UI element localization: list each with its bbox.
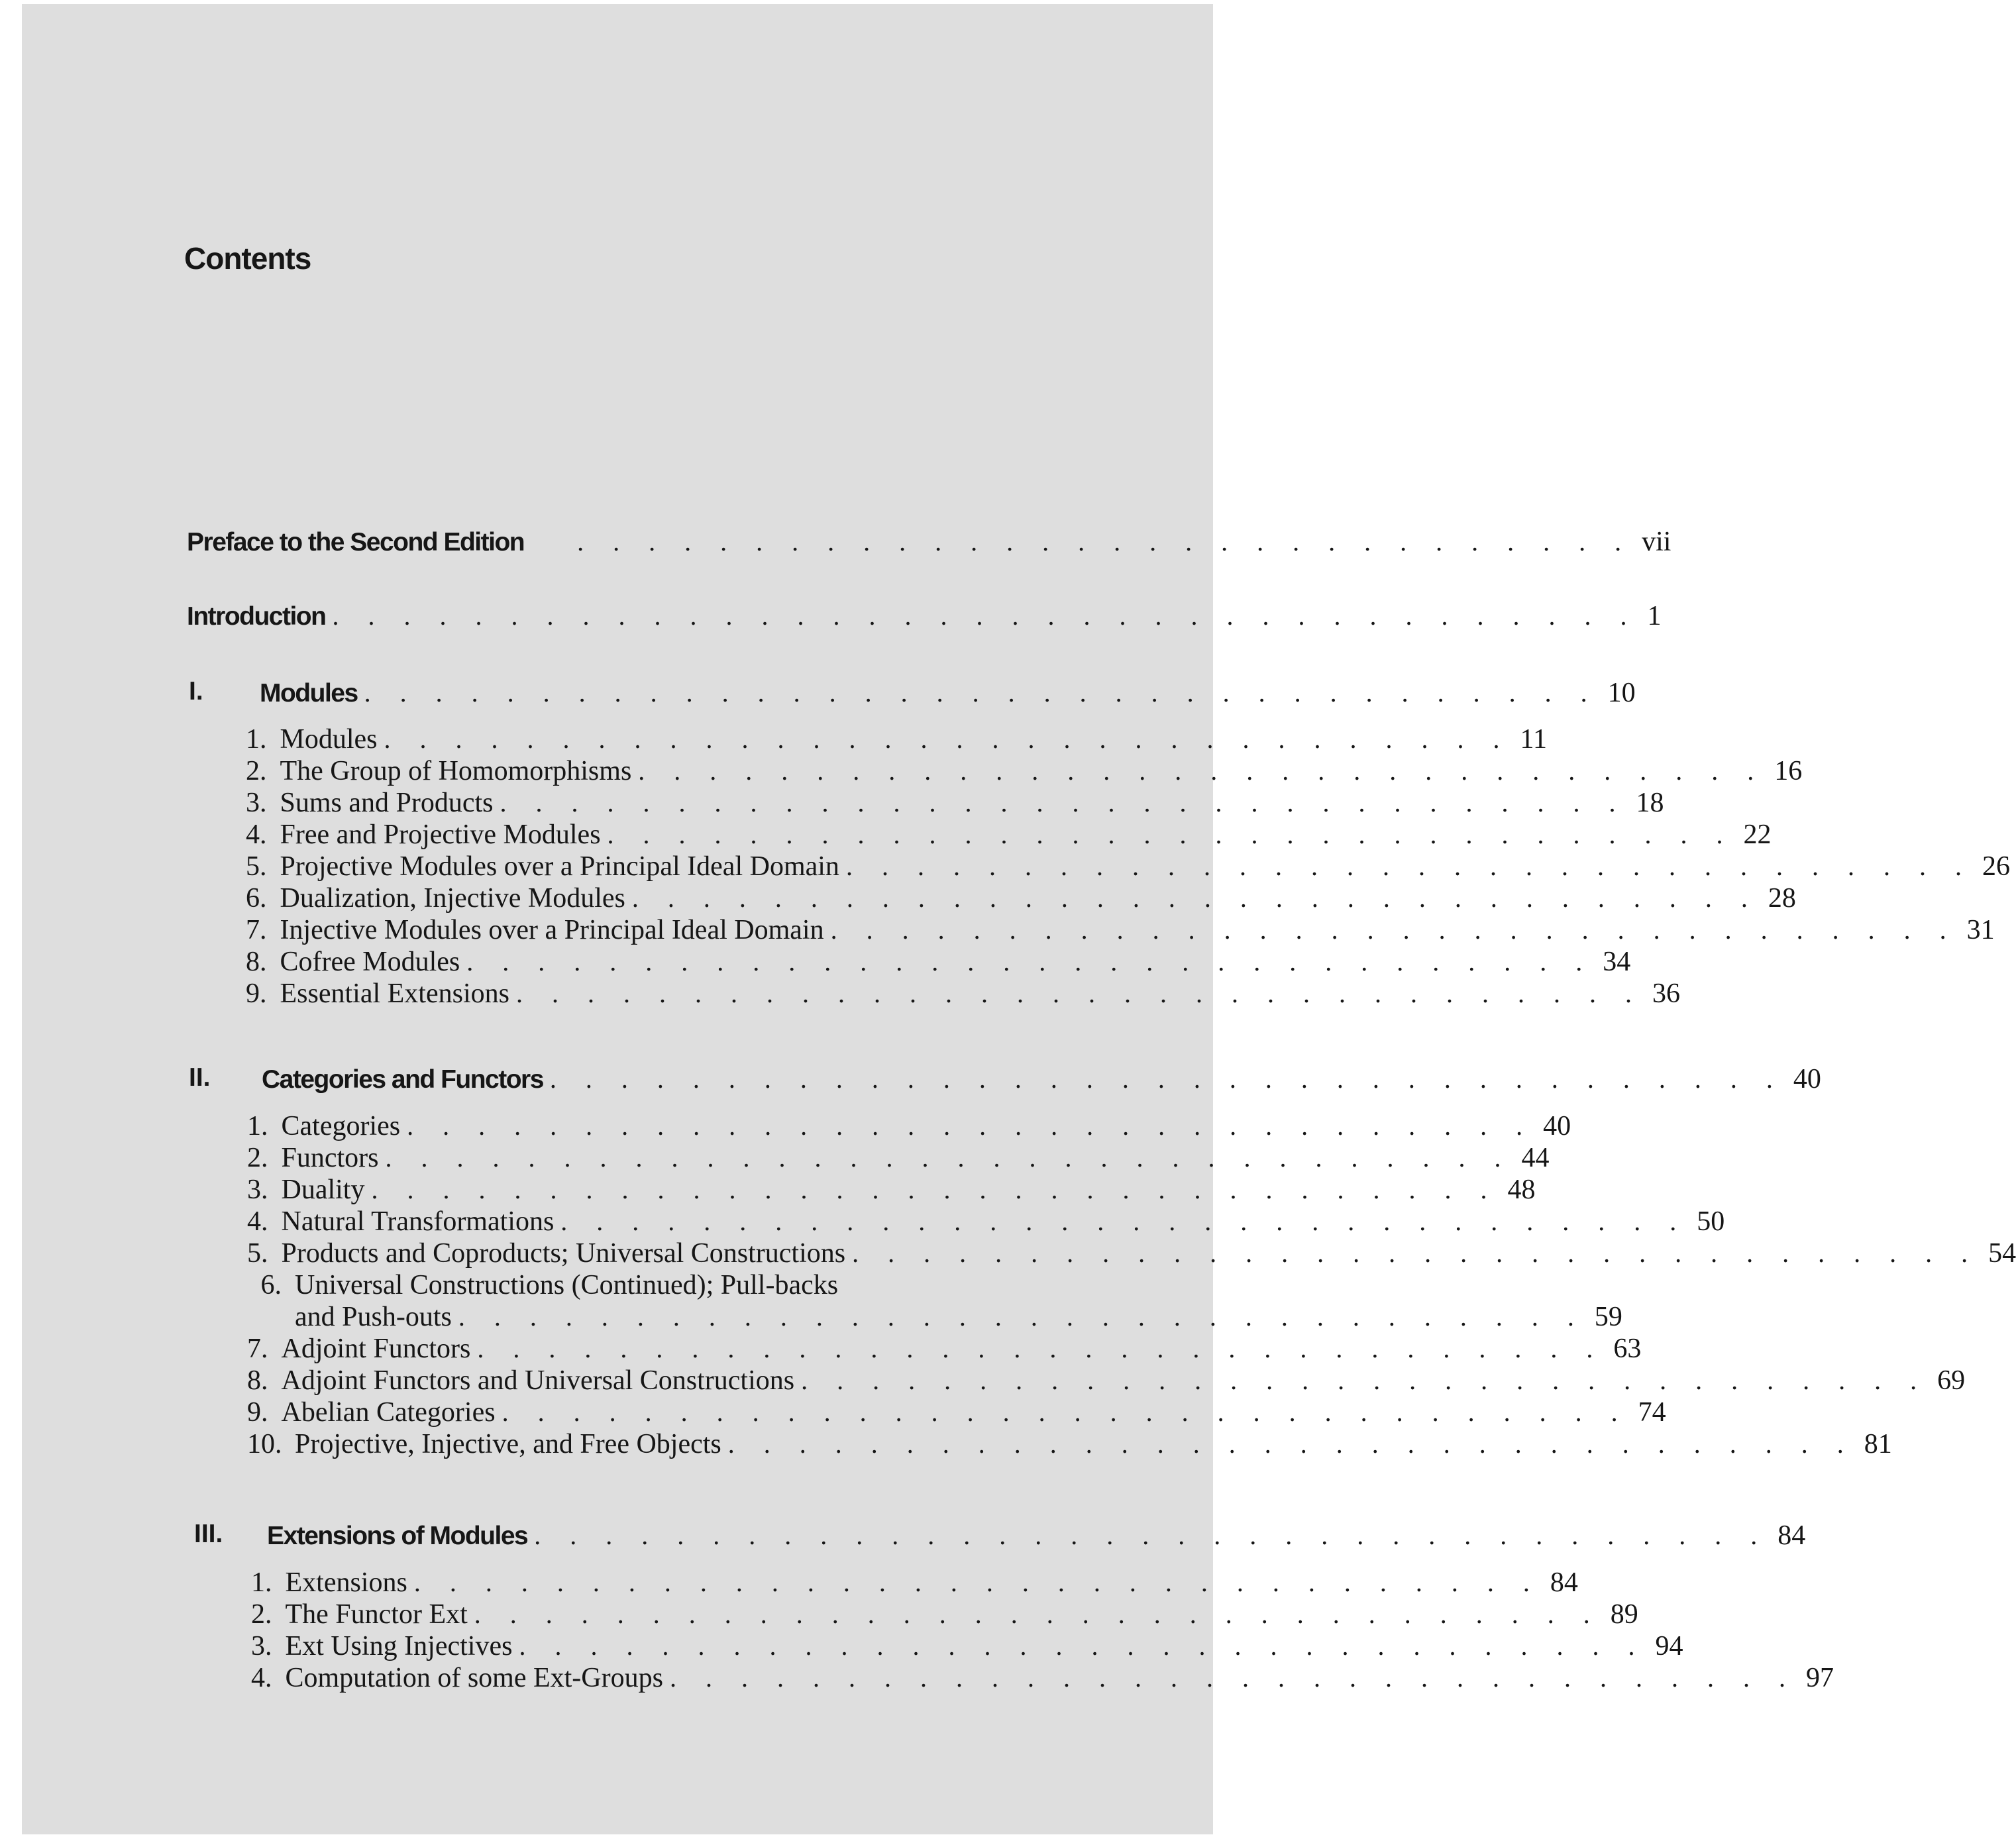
- dot-leader: . . . . . . . . . . . . . . . . . . . . . . . . . . . . . . . .: [560, 1206, 1688, 1236]
- toc-page-number: 50: [1697, 1206, 1725, 1237]
- toc-section: [246, 882, 1796, 914]
- section-label: Projective Modules over a Principal Ideal Domain: [280, 851, 839, 882]
- section-number: 6.: [260, 1270, 282, 1300]
- toc-page-number: 89: [1610, 1599, 1638, 1630]
- toc-section: [247, 1174, 1536, 1206]
- section-label: Essential Extensions: [280, 978, 509, 1009]
- section-label: Universal Constructions (Continued); Pull-backs: [295, 1270, 839, 1300]
- dot-leader: . . . . . . . . . . . . . . . . . . . . . . . . . . . . . . . .: [830, 915, 1958, 945]
- section-number: 9.: [247, 1397, 268, 1428]
- section-label: Ext Using Injectives: [285, 1631, 513, 1661]
- section-number: 4.: [251, 1663, 272, 1693]
- toc-page-number: 44: [1521, 1143, 1550, 1173]
- toc-chapter-modules: [260, 677, 1636, 709]
- toc-page-number: 1: [1647, 601, 1662, 631]
- dot-leader: . . . . . . . . . . . . . . . . . . . . . . . . . . . . . . . .: [477, 1334, 1605, 1363]
- toc-entry-label: Preface to the Second Edition: [187, 528, 525, 556]
- toc-section: [246, 755, 1803, 787]
- toc-page-number: 36: [1652, 978, 1680, 1009]
- chapter-numeral: II.: [189, 1063, 211, 1092]
- section-number: 1.: [247, 1111, 268, 1141]
- toc-section: [247, 1396, 1666, 1428]
- dot-leader: . . . . . . . . . . . . . . . . . . . . . . . . . . . . . . . .: [500, 788, 1627, 817]
- section-number: 3.: [247, 1175, 268, 1205]
- dot-leader: . . . . . . . . . . . . . . . . . . . . . . . . . . . . . . . .: [801, 1365, 1929, 1395]
- dot-leader: . . . . . . . . . . . . . . . . . . . . . . . . . . . . . . . .: [638, 756, 1766, 786]
- section-number: 7.: [246, 915, 267, 945]
- section-label: Duality: [281, 1175, 365, 1205]
- section-label: Injective Modules over a Principal Ideal Domain: [280, 915, 824, 945]
- section-number: 5.: [246, 851, 267, 882]
- section-label: The Group of Homomorphisms: [280, 756, 632, 786]
- dot-leader: . . . . . . . . . . . . . . . . . . . . . . . . . . . . . . . .: [458, 1302, 1585, 1332]
- toc-section: [247, 1269, 1057, 1301]
- toc-section: [247, 1142, 1550, 1174]
- toc-section: [246, 978, 1680, 1010]
- toc-page-number: 59: [1594, 1302, 1622, 1332]
- section-label: The Functor Ext: [285, 1599, 468, 1630]
- toc-chapter-title: Categories and Functors: [262, 1065, 543, 1094]
- dot-leader: . . . . . . . . . . . . . . . . . . . . . . . . . . . . . . . .: [515, 978, 1643, 1008]
- section-number: 3.: [251, 1631, 272, 1661]
- toc-page-number: vii: [1642, 527, 1671, 557]
- dot-leader: . . . . . . . . . . . . . . . . . . . . . . . . . . . . . . . .: [502, 1397, 1629, 1427]
- toc-entry-preface: [187, 526, 1671, 558]
- toc-section: [247, 1428, 1892, 1460]
- toc-page-number: 26: [1982, 851, 2010, 882]
- section-number: 10.: [247, 1429, 282, 1459]
- dot-leader: . . . . . . . . . . . . . . . . . . . . . . . . . . . . . .: [577, 527, 1633, 556]
- toc-entry-introduction: [187, 600, 1662, 632]
- toc-entry-label: Introduction: [187, 602, 326, 631]
- toc-page-number: 84: [1550, 1567, 1578, 1598]
- toc-section: [246, 946, 1631, 978]
- section-number: 1.: [246, 724, 267, 755]
- toc-section: [246, 723, 1547, 755]
- section-label: Natural Transformations: [281, 1206, 555, 1237]
- section-label: Abelian Categories: [281, 1397, 496, 1428]
- toc-page-number: 94: [1655, 1631, 1683, 1661]
- dot-leader: . . . . . . . . . . . . . . . . . . . . . . . . . . . . . . . .: [385, 1143, 1512, 1173]
- section-label-continued: and Push-outs: [295, 1302, 452, 1332]
- toc-page-number: 28: [1768, 883, 1796, 914]
- section-number: 4.: [247, 1206, 268, 1237]
- toc-page-number: 40: [1543, 1111, 1571, 1141]
- toc-page-number: 11: [1520, 724, 1547, 755]
- chapter-numeral: III.: [194, 1520, 223, 1548]
- section-label: Adjoint Functors: [281, 1334, 471, 1364]
- toc-section: [251, 1662, 1834, 1694]
- dot-leader: . . . . . . . . . . . . . . . . . . . . . . . . . . . . . . . .: [371, 1175, 1499, 1204]
- section-number: 9.: [246, 978, 267, 1009]
- dot-leader: . . . . . . . . . . . . . . . . . . . . . . . . . . . . . . . .: [845, 851, 1973, 881]
- page-title: Contents: [184, 241, 311, 276]
- toc-section: [251, 1599, 1638, 1630]
- section-number: 7.: [247, 1334, 268, 1364]
- dot-leader: . . . . . . . . . . . . . . . . . . . . . . . . . . . . . . . . . . . . .: [332, 601, 1638, 631]
- toc-chapter-extensions-of-modules: [267, 1520, 1806, 1551]
- toc-section: [247, 1110, 1571, 1142]
- section-label: Extensions: [285, 1567, 407, 1598]
- section-number: 8.: [247, 1365, 268, 1396]
- section-number: 8.: [246, 947, 267, 977]
- section-label: Products and Coproducts; Universal Constructions: [281, 1238, 846, 1269]
- toc-section: [247, 1365, 1966, 1396]
- toc-page-number: 63: [1613, 1334, 1642, 1364]
- section-label: Cofree Modules: [280, 947, 460, 977]
- toc-section: [246, 914, 1995, 946]
- section-label: Dualization, Injective Modules: [280, 883, 625, 914]
- section-number: 4.: [246, 819, 267, 850]
- dot-leader: . . . . . . . . . . . . . . . . . . . . . . . . . . . . . . . . . . .: [364, 678, 1599, 708]
- toc-section: [251, 1567, 1578, 1599]
- toc-section: [247, 1333, 1642, 1365]
- toc-page-number: 48: [1507, 1175, 1536, 1205]
- dot-leader: . . . . . . . . . . . . . . . . . . . . . . . . . . . . . . . .: [413, 1567, 1541, 1597]
- dot-leader: . . . . . . . . . . . . . . . . . . . . . . . . . . . . . . . .: [631, 883, 1759, 913]
- toc-page-number: 40: [1793, 1064, 1821, 1094]
- toc-page-number: 54: [1988, 1238, 2016, 1269]
- dot-leader: . . . . . . . . . . . . . . . . . . . . . . . . . . . . . . . .: [466, 947, 1594, 976]
- toc-chapter-title: Extensions of Modules: [267, 1522, 528, 1550]
- toc-page-number: 84: [1777, 1520, 1806, 1551]
- dot-leader: . . . . . . . . . . . . . . . . . . . . . . . . . . . . . . . .: [384, 724, 1511, 754]
- toc-section: [251, 1630, 1683, 1662]
- section-label: Projective, Injective, and Free Objects: [295, 1429, 721, 1459]
- section-label: Free and Projective Modules: [280, 819, 601, 850]
- toc-page-number: 18: [1636, 788, 1664, 818]
- toc-section-continuation: [295, 1301, 1622, 1333]
- section-number: 2.: [251, 1599, 272, 1630]
- toc-page-number: 16: [1774, 756, 1803, 786]
- section-label: Functors: [281, 1143, 379, 1173]
- dot-leader: . . . . . . . . . . . . . . . . . . . . . . . . . . . . . . . .: [669, 1663, 1797, 1693]
- toc-section: [247, 1206, 1725, 1237]
- toc-page-number: 22: [1743, 819, 1772, 850]
- toc-section: [246, 851, 2010, 882]
- toc-page-number: 31: [1966, 915, 1995, 945]
- section-label: Categories: [281, 1111, 401, 1141]
- toc-page-number: 34: [1603, 947, 1631, 977]
- toc-section: [246, 819, 1772, 851]
- section-label: Computation of some Ext-Groups: [285, 1663, 663, 1693]
- section-number: 3.: [246, 788, 267, 818]
- book-page: [22, 4, 2016, 1834]
- dot-leader: . . . . . . . . . . . . . . . . . . . . . . . . . . . . . . . . . . .: [534, 1520, 1769, 1550]
- dot-leader: . . . . . . . . . . . . . . . . . . . . . . . . . . . . . . . .: [474, 1599, 1601, 1629]
- section-label: Modules: [280, 724, 378, 755]
- dot-leader: . . . . . . . . . . . . . . . . . . . . . . . . . . . . . . . .: [519, 1631, 1646, 1661]
- section-number: 1.: [251, 1567, 272, 1598]
- section-number: 2.: [247, 1143, 268, 1173]
- dot-leader: . . . . . . . . . . . . . . . . . . . . . . . . . . . . . . . .: [727, 1429, 1855, 1459]
- dot-leader: . . . . . . . . . . . . . . . . . . . . . . . . . . . . . . . .: [407, 1111, 1534, 1141]
- dot-leader: . . . . . . . . . . . . . . . . . . . . . . . . . . . . . . . .: [607, 819, 1734, 849]
- toc-section: [247, 1237, 2016, 1269]
- toc-page-number: 69: [1937, 1365, 1966, 1396]
- toc-chapter-categories-and-functors: [262, 1063, 1821, 1095]
- dot-leader: . . . . . . . . . . . . . . . . . . . . . . . . . . . . . . . . . . .: [549, 1064, 1784, 1094]
- toc-section: [246, 787, 1664, 819]
- section-number: 6.: [246, 883, 267, 914]
- toc-page-number: 74: [1638, 1397, 1666, 1428]
- toc-page-number: 10: [1607, 678, 1636, 708]
- toc-chapter-title: Modules: [260, 679, 358, 708]
- chapter-numeral: I.: [189, 677, 203, 706]
- toc-page-number: 97: [1805, 1663, 1834, 1693]
- section-label: Adjoint Functors and Universal Constructions: [281, 1365, 795, 1396]
- toc-page-number: 81: [1864, 1429, 1892, 1459]
- section-number: 2.: [246, 756, 267, 786]
- section-label: Sums and Products: [280, 788, 494, 818]
- dot-leader: . . . . . . . . . . . . . . . . . . . . . . . . . . . . . . . .: [852, 1238, 1980, 1268]
- section-number: 5.: [247, 1238, 268, 1269]
